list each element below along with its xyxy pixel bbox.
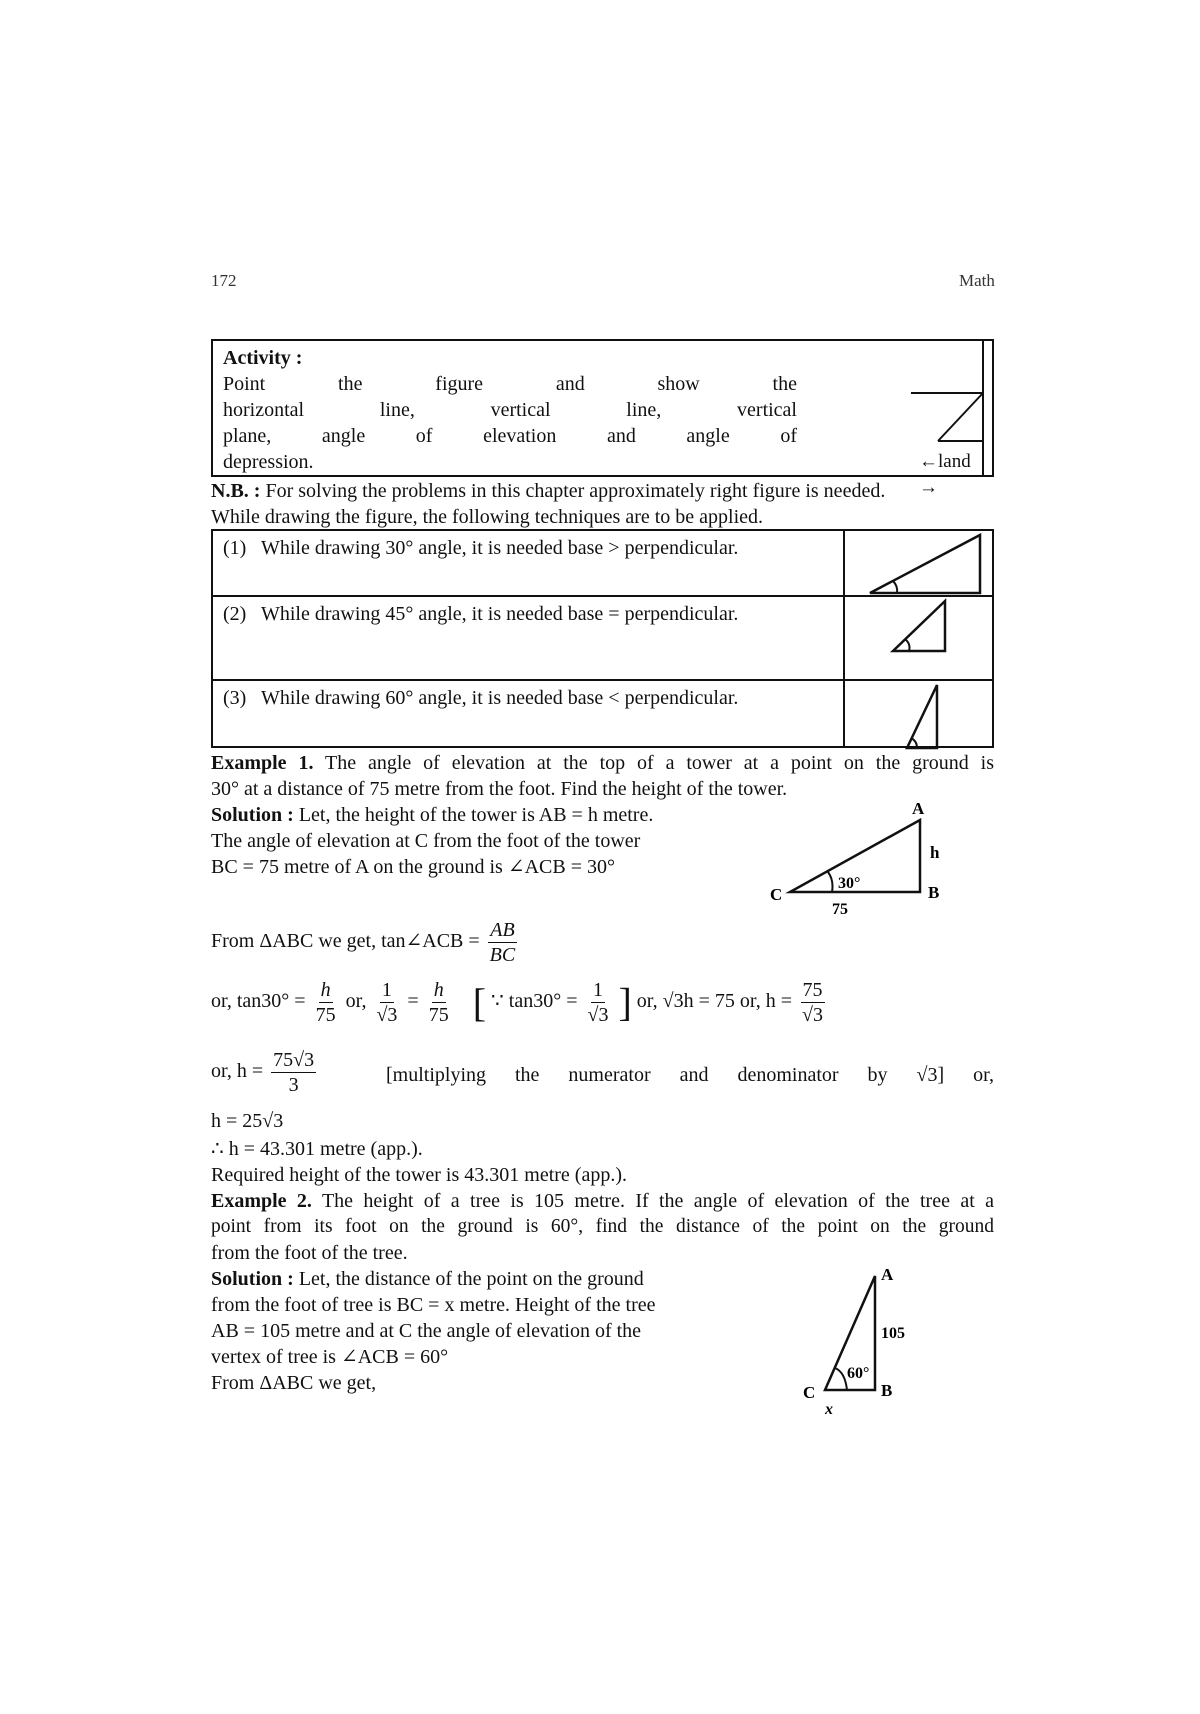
fig2-angle-label: 60°: [847, 1365, 870, 1382]
example2-text-1: The height of a tree is 105 metre. If the angle of elevation of the tree at a: [321, 1190, 995, 1212]
triangle-45-figure: [845, 597, 995, 681]
example1-from-line: [211, 918, 520, 967]
example1-sol-1: Let, the height of the tower is AB = h metre.: [298, 804, 654, 826]
example2-solution-label: Solution :: [211, 1268, 294, 1290]
because-tan30-text: ∵ tan30° =: [491, 990, 578, 1013]
or-tan30-text: or, tan30° =: [211, 990, 306, 1013]
frac-sqrt3: √3: [376, 1004, 398, 1026]
or-sqrt3h-text: or, √3h = 75 or, h =: [636, 990, 793, 1013]
frac-75sqrt3: 75√3: [273, 1049, 315, 1071]
therefore-line: ∴ h = 43.301 metre (app.).: [211, 1138, 423, 1160]
fig2-label-C: C: [803, 1383, 816, 1402]
fig1-label-A: A: [912, 799, 925, 818]
page-number: 172: [211, 271, 237, 290]
fig1-angle-label: 30°: [838, 875, 861, 892]
tree-triangle-figure: [795, 1260, 935, 1420]
nb-text-2: While drawing the figure, the following techniques are to be applied.: [211, 506, 764, 528]
tower-triangle-figure: [760, 800, 960, 920]
frac-3: 3: [288, 1074, 299, 1096]
land-label: ←land →: [919, 451, 971, 498]
fraction-h-75-b: [427, 978, 451, 1027]
example1-or-line: or, tan30° = $\frac{h}{75}$ or, $\frac{1}{√3}$ = $\frac{h}{75}$ [ ∵ tan30° = $\frac{1}{√3}$ ] or, √3h = 75 or, h = $\frac{75}{√3}$: [211, 979, 824, 1026]
fig2-base-label: x: [825, 1401, 833, 1418]
h-25-sqrt3: h = 25√3: [211, 1110, 284, 1132]
technique-3: [223, 685, 738, 711]
fraction-h-75: [314, 978, 338, 1027]
example1-text-2: 30° at a distance of 75 metre from the foot. Find the height of the tower.: [211, 778, 788, 800]
example1-sol-3: BC = 75 metre of A on the ground is ∠ACB = 30°: [211, 856, 615, 878]
frac-den-bc: BC: [489, 944, 516, 966]
example1-solution-line: [211, 802, 653, 828]
fraction-1-sqrt3: [374, 978, 399, 1027]
example2-text-3: from the foot of the tree.: [211, 1242, 408, 1264]
required-height-line: Required height of the tower is 43.301 metre (app.).: [211, 1164, 627, 1186]
fig1-label-C: C: [770, 885, 783, 904]
example1-solution-label: Solution :: [211, 804, 294, 826]
technique-2-text: While drawing 45° angle, it is needed base = perpendicular.: [260, 603, 739, 625]
activity-line-2: horizontal line, vertical line, vertical: [223, 399, 797, 421]
triangle-60-figure: [845, 681, 995, 748]
fraction-ab-bc: [488, 918, 518, 967]
fig2-label-A: A: [881, 1265, 894, 1284]
technique-2: [223, 601, 738, 627]
nb-label: N.B. :: [211, 480, 261, 502]
techniques-table: [211, 529, 994, 748]
example2-label: Example 2.: [211, 1190, 312, 1212]
fig1-label-h: h: [930, 843, 940, 862]
fig2-label-B: B: [881, 1381, 893, 1400]
multiplying-text: [multiplying the numerator and denominator by √3] or,: [386, 1064, 994, 1086]
technique-1-num: (1): [223, 537, 247, 559]
activity-line-4: depression.: [223, 451, 314, 473]
frac-sqrt3-b: √3: [587, 1004, 609, 1026]
fraction-75sqrt3-3: [271, 1048, 316, 1097]
frac-sqrt3-c: √3: [802, 1004, 824, 1026]
technique-2-num: (2): [223, 603, 247, 625]
frac-one: 1: [381, 979, 392, 1001]
triangle-30-figure: [845, 531, 995, 597]
or-text-2: or,: [345, 990, 367, 1013]
example1-text-1: The angle of elevation at the top of a tower at a point on the ground is: [324, 752, 994, 774]
example2-sol-3: AB = 105 metre and at C the angle of elevation of the: [211, 1320, 642, 1342]
frac-75-c: 75: [802, 979, 823, 1001]
fig2-side-label: 105: [881, 1325, 905, 1342]
frac-75-b: 75: [428, 1004, 449, 1026]
technique-1-text: While drawing 30° angle, it is needed base > perpendicular.: [260, 537, 739, 559]
example1-sol-2: The angle of elevation at C from the foot of the tower: [211, 830, 641, 852]
fraction-75-sqrt3: [800, 978, 825, 1027]
example1-from-text: From ΔABC we get, tan∠ACB =: [211, 930, 480, 953]
example2-sol-4: vertex of tree is ∠ACB = 60°: [211, 1346, 449, 1368]
example2-sol-1: Let, the distance of the point on the ground: [298, 1268, 644, 1290]
nb-line-1: [211, 478, 885, 504]
technique-3-text: While drawing 60° angle, it is needed base < perpendicular.: [260, 687, 739, 709]
frac-num-ab: AB: [490, 919, 515, 941]
activity-line-3: plane, angle of elevation and angle of: [223, 425, 797, 447]
activity-title: Activity :: [223, 347, 303, 369]
frac-h: h: [320, 979, 331, 1001]
example2-sol-2: from the foot of tree is BC = x metre. Height of the tree: [211, 1294, 656, 1316]
frac-one-b: 1: [592, 979, 603, 1001]
frac-h-b: h: [433, 979, 444, 1001]
activity-line-1: Point the figure and show the: [223, 373, 797, 395]
example2-text-2: point from its foot on the ground is 60°, find the distance of the point on the ground: [211, 1216, 994, 1237]
example1-h-line: [211, 1048, 319, 1097]
nb-text-1: For solving the problems in this chapter approximately right figure is needed.: [265, 480, 886, 502]
frac-75: 75: [315, 1004, 336, 1026]
technique-3-num: (3): [223, 687, 247, 709]
fraction-1-sqrt3-b: [585, 978, 610, 1027]
example2-sol-5: From ΔABC we get,: [211, 1372, 377, 1394]
example2-solution-line: [211, 1266, 644, 1292]
fig1-label-B: B: [928, 883, 940, 902]
or-h-text: or, h =: [211, 1060, 264, 1083]
technique-1: [223, 535, 738, 561]
book-title: Math: [959, 271, 995, 290]
fig1-base-label: 75: [832, 901, 848, 918]
example2-line-1: [211, 1188, 994, 1214]
example1-line-1: [211, 750, 994, 776]
example1-label: Example 1.: [211, 752, 314, 774]
